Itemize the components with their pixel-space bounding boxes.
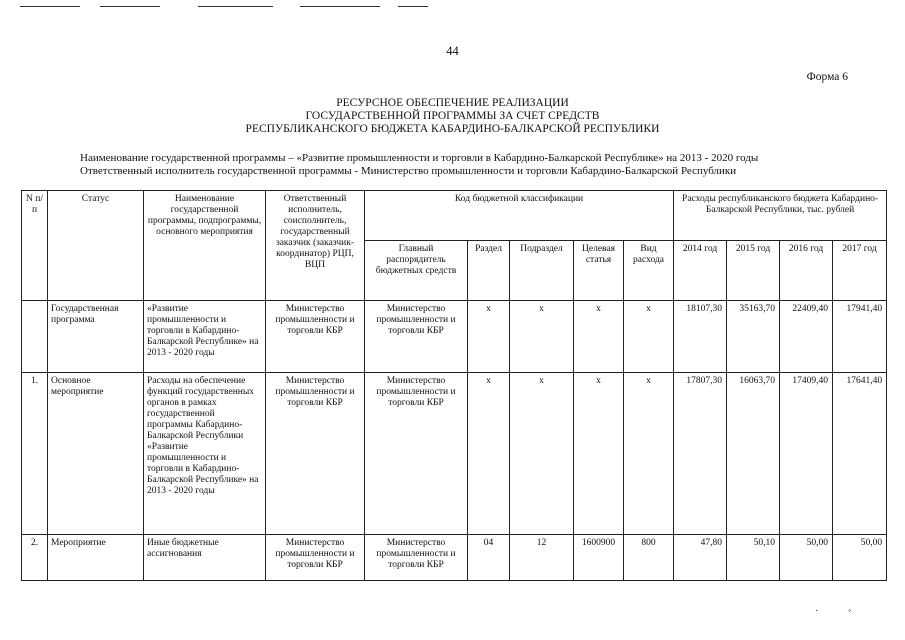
row-num [22,301,48,373]
scan-speck: ˙ [815,609,819,620]
header-2016: 2016 год [780,241,833,301]
row-executor: Министерство промышленности и торговли КБР [266,535,365,581]
row-section: х [468,373,510,535]
title-line-3: РЕСПУБЛИКАНСКОГО БЮДЖЕТА КАБАРДИНО-БАЛКАРСКОЙ РЕСПУБЛИКИ [245,123,660,135]
header-executor: Ответственный исполнитель, соисполнитель, государственный заказчик (заказчик-координатор) РЦП, ВЦП [266,191,365,301]
row-type: х [624,373,674,535]
header-target-article: Целевая статья [574,241,624,301]
scan-top-line [398,6,428,7]
row-article: 1600900 [574,535,624,581]
header-num: N п/п [22,191,48,301]
row-2017: 17641,40 [833,373,887,535]
table-row [22,535,887,581]
row-num: 2. [22,535,48,581]
header-expense-type: Вид расхода [624,241,674,301]
row-executor: Министерство промышленности и торговли КБР [266,301,365,373]
row-name: «Развитие промышленности и торговли в Кабардино-Балкарской Республике» на 2013 - 2020 годы [144,301,266,373]
row-2015: 50,10 [727,535,780,581]
row-type: х [624,301,674,373]
header-2015: 2015 год [727,241,780,301]
row-name: Иные бюджетные ассигнования [144,535,266,581]
row-subsection: х [510,373,574,535]
row-num: 1. [22,373,48,535]
row-2016: 50,00 [780,535,833,581]
row-2014: 18107,30 [674,301,727,373]
row-2017: 17941,40 [833,301,887,373]
row-2015: 16063,70 [727,373,780,535]
header-2017: 2017 год [833,241,887,301]
header-subsection: Подраздел [510,241,574,301]
page-number: 44 [446,44,459,58]
row-subsection: 12 [510,535,574,581]
header-row [22,191,887,241]
executor-line: Ответственный исполнитель государственной программы - Министерство промышленности и торговли Кабардино-Балкарской Республики [80,165,737,177]
row-status: Основное мероприятие [48,373,144,535]
scan-top-line [300,6,380,7]
row-type: 800 [624,535,674,581]
header-2014: 2014 год [674,241,727,301]
row-2014: 17807,30 [674,373,727,535]
row-manager: Министерство промышленности и торговли КБР [365,373,468,535]
row-2016: 17409,40 [780,373,833,535]
row-article: х [574,373,624,535]
scan-top-line [20,6,80,7]
row-manager: Министерство промышленности и торговли КБР [365,535,468,581]
row-2017: 50,00 [833,535,887,581]
row-status: Государственная программа [48,301,144,373]
row-section: 04 [468,535,510,581]
row-article: х [574,301,624,373]
title-line-1: РЕСУРСНОЕ ОБЕСПЕЧЕНИЕ РЕАЛИЗАЦИИ [336,97,569,109]
resource-table [21,190,887,581]
row-subsection: х [510,301,574,373]
document-title [0,97,905,136]
scan-top-line [100,6,160,7]
row-2014: 47,80 [674,535,727,581]
row-executor: Министерство промышленности и торговли КБР [266,373,365,535]
header-budget-code: Код бюджетной классификации [365,191,674,241]
table-row [22,301,887,373]
program-name-line: Наименование государственной программы – «Развитие промышленности и торговли в Кабардино-Балкарской Республике» на 2013 - 2020 годы [80,152,759,164]
row-manager: Министерство промышленности и торговли КБР [365,301,468,373]
row-2016: 22409,40 [780,301,833,373]
title-line-2: ГОСУДАРСТВЕННОЙ ПРОГРАММЫ ЗА СЧЕТ СРЕДСТВ [305,110,600,122]
row-2015: 35163,70 [727,301,780,373]
row-name: Расходы на обеспечение функций государственных органов в рамках государственной программы Кабардино-Балкарской Республики «Развитие промышленности и торговли в Кабардино-Балкарской Республике» на 2013 - 2020 годы [144,373,266,535]
header-section: Раздел [468,241,510,301]
form-label: Форма 6 [806,71,848,83]
header-name: Наименование государственной программы, подпрограммы, основного мероприятия [144,191,266,301]
header-main-manager: Главный распорядитель бюджетных средств [365,241,468,301]
scan-top-line [198,6,273,7]
header-expenses: Расходы республиканского бюджета Кабардино-Балкарской Республики, тыс. рублей [674,191,887,241]
header-status: Статус [48,191,144,301]
scan-speck: ˚ [848,609,852,620]
row-status: Мероприятие [48,535,144,581]
table-row [22,373,887,535]
row-section: х [468,301,510,373]
